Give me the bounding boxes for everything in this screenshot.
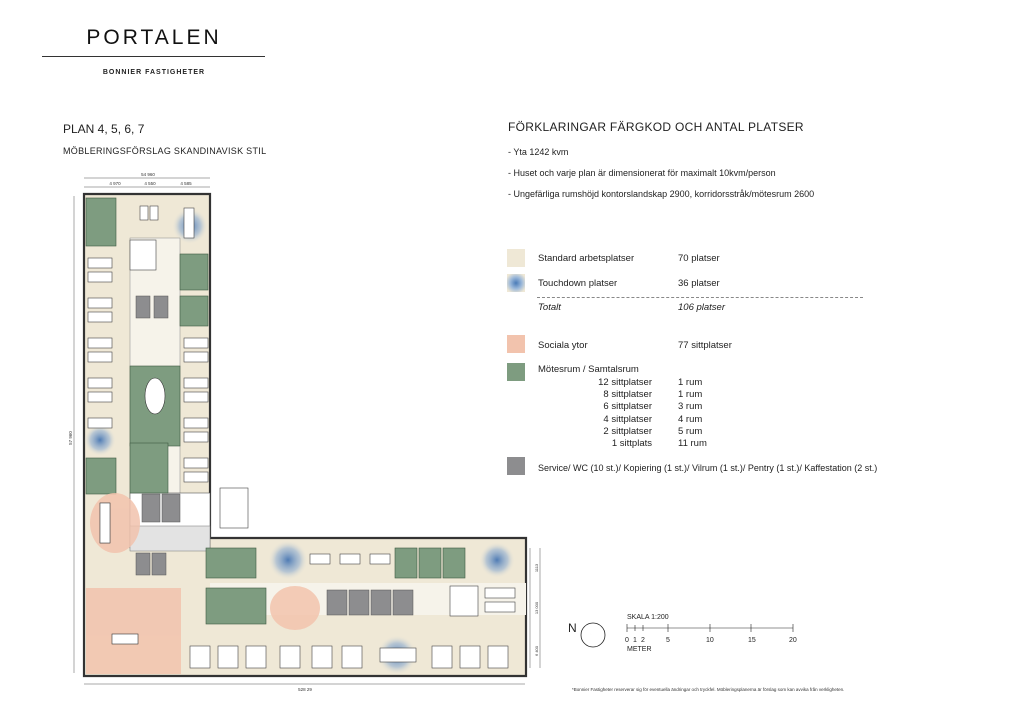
scale-tick: 15 — [748, 637, 756, 644]
service-room — [393, 590, 413, 615]
scale-unit: METER — [627, 646, 652, 653]
meeting-seats: 6 sittplatser — [603, 401, 652, 412]
scale-tick: 10 — [706, 637, 714, 644]
scale-ruler — [627, 624, 793, 632]
meeting-rooms: 1 rum — [678, 389, 703, 400]
total-label: Totalt — [538, 302, 561, 313]
service-room — [162, 494, 180, 522]
desk — [485, 602, 515, 612]
scale-title: SKALA 1:200 — [627, 614, 669, 621]
service-room — [136, 296, 150, 318]
meeting-rooms: 1 rum — [678, 377, 703, 388]
brand-title: PORTALEN — [86, 26, 222, 49]
touchdown-spot — [479, 542, 515, 578]
desk — [184, 418, 208, 428]
social-table — [112, 634, 138, 644]
stair — [450, 586, 478, 616]
brand-divider — [42, 56, 265, 57]
desk — [88, 418, 112, 428]
legend-title: FÖRKLARINGAR FÄRGKOD OCH ANTAL PLATSER — [508, 120, 804, 134]
floor-plan — [60, 168, 560, 698]
dim-right-seg: 6 400 — [534, 645, 539, 657]
footnote: *Bonnier Fastigheter reserverar sig för eventuella ändringar och tryckfel. Möbleringsplanerna är förslag som kan avvika från verkligheten. — [572, 687, 845, 692]
touchdown-spot — [268, 540, 308, 580]
desk — [88, 352, 112, 362]
meeting-room — [180, 254, 208, 290]
stair — [130, 240, 156, 270]
core-lobby — [130, 526, 210, 551]
service-room — [154, 296, 168, 318]
dim-right-seg: 1113 — [534, 563, 539, 573]
legend-value: 36 platser — [678, 278, 720, 289]
desk — [184, 208, 194, 238]
service-room — [349, 590, 369, 615]
meeting-room — [206, 588, 266, 624]
meeting-room — [130, 443, 168, 493]
desk — [184, 432, 208, 442]
desk — [370, 554, 390, 564]
legend-label: Mötesrum / Samtalsrum — [538, 364, 639, 375]
service-room — [136, 553, 150, 575]
legend-label: Sociala ytor — [538, 340, 588, 351]
north-label: N — [568, 621, 577, 635]
desk — [100, 503, 110, 543]
scale-tick: 1 — [633, 637, 637, 644]
dim-top-seg: 4 550 — [144, 181, 156, 186]
legend-label: Standard arbetsplatser — [538, 253, 635, 264]
social-area — [270, 586, 320, 630]
desk — [184, 338, 208, 348]
desk — [432, 646, 452, 668]
desk — [310, 554, 330, 564]
desk — [184, 472, 208, 482]
meeting-rooms: 3 rum — [678, 401, 703, 412]
meeting-seats: 4 sittplatser — [603, 414, 652, 425]
plan-subtitle: MÖBLERINGSFÖRSLAG SKANDINAVISK STIL — [63, 146, 267, 156]
service-room — [152, 553, 166, 575]
service-room — [142, 494, 160, 522]
desk — [184, 378, 208, 388]
desk — [88, 312, 112, 322]
brand-subtitle: BONNIER FASTIGHETER — [102, 69, 206, 76]
desk — [184, 458, 208, 468]
desk — [312, 646, 332, 668]
legend-note: - Ungefärliga rumshöjd kontorslandskap 2900, korridorsstråk/mötesrum 2600 — [508, 189, 815, 199]
desk — [340, 554, 360, 564]
desk — [460, 646, 480, 668]
legend-note: - Yta 1242 kvm — [508, 147, 569, 157]
meeting-room — [86, 198, 116, 246]
scale-bar — [565, 615, 805, 655]
total-value: 106 platser — [678, 302, 726, 313]
meeting-rooms: 5 rum — [678, 426, 703, 437]
meeting-room — [395, 548, 417, 578]
desk — [88, 272, 112, 282]
touchdown-spot — [84, 424, 116, 456]
desk — [380, 648, 416, 662]
legend-value: 77 sittplatser — [678, 340, 732, 351]
meeting-room — [419, 548, 441, 578]
scale-tick: 0 — [625, 637, 629, 644]
meeting-rooms: 11 rum — [678, 438, 707, 449]
total-divider — [537, 297, 863, 298]
meeting-seats: 12 sittplatser — [598, 377, 652, 388]
meeting-rooms: 4 rum — [678, 414, 703, 425]
dim-top-total: 54 960 — [141, 172, 155, 177]
plan-title: PLAN 4, 5, 6, 7 — [63, 122, 145, 136]
desk — [88, 392, 112, 402]
meeting-room — [443, 548, 465, 578]
service-room — [371, 590, 391, 615]
scale-tick: 20 — [789, 637, 797, 644]
dim-bottom-total: 528 29 — [298, 687, 312, 692]
meeting-room — [206, 548, 256, 578]
desk — [150, 206, 158, 220]
conference-table — [145, 378, 165, 414]
desk — [488, 646, 508, 668]
service-room — [327, 590, 347, 615]
dim-top-seg: 4 585 — [180, 181, 192, 186]
scale-tick: 2 — [641, 637, 645, 644]
dim-top-seg: 4 970 — [109, 181, 121, 186]
desk — [280, 646, 300, 668]
legend-label: Touchdown platser — [538, 278, 618, 289]
desk — [246, 646, 266, 668]
stair — [220, 488, 248, 528]
desk — [88, 258, 112, 268]
desk — [88, 378, 112, 388]
desk — [184, 352, 208, 362]
scale-tick: 5 — [666, 637, 670, 644]
meeting-room — [180, 296, 208, 326]
legend-label: Service/ WC (10 st.)/ Kopiering (1 st.)/ Vilrum (1 st.)/ Pentry (1 st.)/ Kaffestation (2 st.) — [538, 463, 878, 473]
dim-right-seg: 13 000 — [534, 601, 539, 615]
legend-value: 70 platser — [678, 253, 720, 264]
social-area — [90, 493, 140, 553]
legend-note: - Huset och varje plan är dimensionerat för maximalt 10kvm/person — [508, 168, 776, 178]
dim-left-total: 57 960 — [68, 431, 73, 445]
meeting-seats: 2 sittplatser — [603, 426, 652, 437]
desk — [184, 392, 208, 402]
social-area — [86, 588, 181, 674]
desk — [140, 206, 148, 220]
meeting-seats: 1 sittplats — [611, 438, 652, 449]
meeting-seats: 8 sittplatser — [603, 389, 652, 400]
desk — [88, 298, 112, 308]
desk — [190, 646, 210, 668]
desk — [342, 646, 362, 668]
desk — [218, 646, 238, 668]
meeting-room — [86, 458, 116, 494]
desk — [485, 588, 515, 598]
desk — [88, 338, 112, 348]
